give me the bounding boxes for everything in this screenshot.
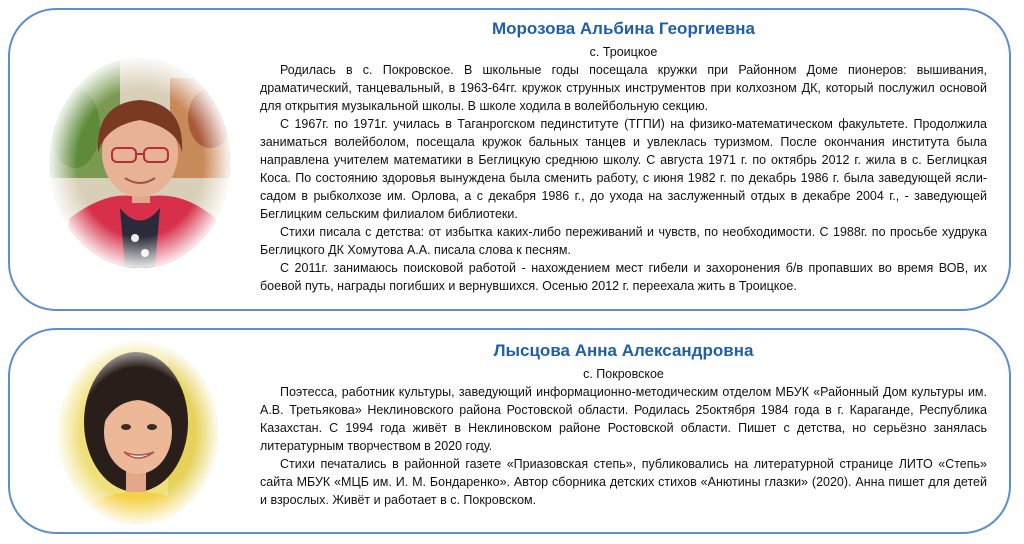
bio-paragraph: С 2011г. занимаюсь поисковой работой - нахождением мест гибели и захоронения б/в пропавших во время ВОВ, их боевой путь, награды погибших и вернувшихся. Осенью 2012 г. переехала жить в Троицкое. (260, 261, 987, 293)
person-bio-morozova (260, 18, 987, 295)
bio-paragraph: Родилась в с. Покровское. В школьные годы посещала кружки при Районном Доме пионеров: вышивания, драматический, танцевальный, в 1963-64гг. кружок струнных инструментов при колхозном ДК, который послужил основой для открытия музыкальной школы. В школе ходила в волейбольную секцию. (260, 63, 987, 113)
person-name: Морозова Альбина Георгиевна (492, 19, 755, 38)
bio-paragraph: С 1967г. по 1971г. училась в Таганрогском пединституте (ТГПИ) на физико-математическом факультете. Продолжила заниматься волейболом, посещала кружок бальных танцев и увлеклась туризмом. После окончания института была направлена учителем математики в Беглицкую среднюю школу. С августа 1971 г. по октябрь 2012 г. жила в с. Беглицкая Коса. По состоянию здоровья вынуждена была сменить работу, с июня 1982 г. по декабрь 1986 г. была заведующей ясли-садом в рыбколхозе им. Орлова, а с декабря 1986 г., до ухода на заслуженный отдых в декабре 2004 г., - заведующей Беглицким сельским филиалом библиотеки. (260, 117, 987, 221)
person-card-lystsova (8, 328, 1011, 534)
portrait-photo-lystsova (58, 342, 218, 524)
person-bio-lystsova (260, 340, 987, 509)
portrait-photo-morozova (50, 58, 230, 268)
bio-paragraph: Поэтесса, работник культуры, заведующий информационно-методическим отделом МБУК «Районный Дом культуры им. А.В. Третьякова» Неклиновского района Ростовской области. Родилась 25октября 1984 года в г. Караганде, Республика Казахстан. С 1994 года живёт в Неклиновском районе Ростовской области. Пишет с детства, но серьёзно занялась литературным творчеством в 2020 году. (260, 385, 987, 453)
person-name: Лысцова Анна Александровна (493, 341, 754, 360)
bio-paragraph: Стихи писала с детства: от избытка каких-либо переживаний и чувств, по необходимости. С 1988г. по просьбе худрука Беглицкого ДК Хомутова А.А. писала слова к песням. (260, 225, 987, 257)
bio-paragraph: Стихи печатались в районной газете «Приазовская степь», публиковались на литературной странице ЛИТО «Степь» сайта МБУК «МЦБ им. И. М. Бондаренко». Автор сборника детских стихов «Анютины глазки» (2020). Анна пишет для детей и взрослых. Живёт и работает в с. Покровском. (260, 457, 987, 507)
person-village: с. Покровское (583, 367, 664, 381)
person-card-morozova (8, 8, 1011, 311)
person-village: с. Троицкое (589, 45, 658, 59)
